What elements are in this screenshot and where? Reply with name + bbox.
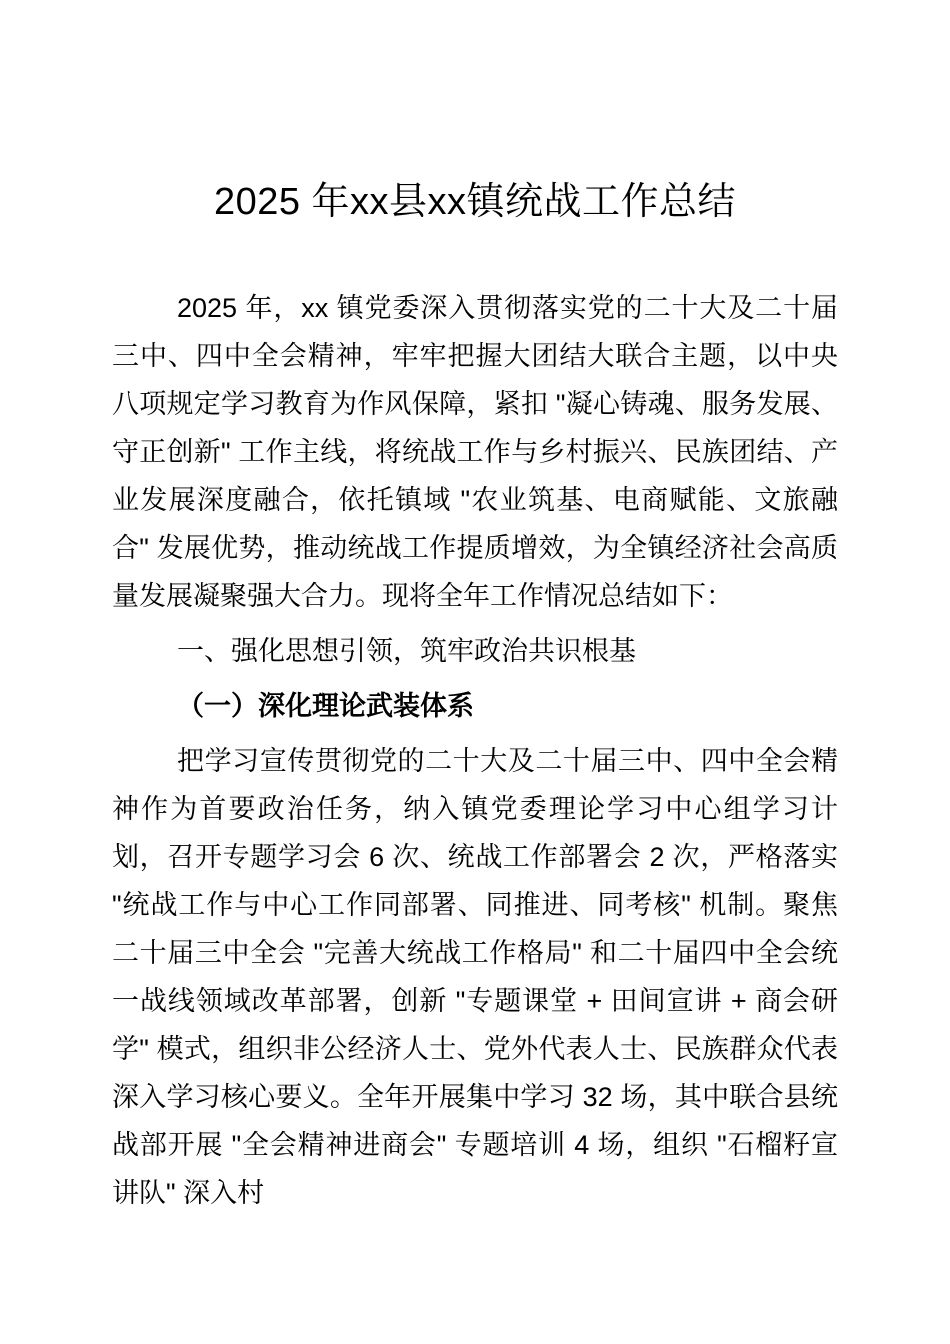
subsection-1-1-heading: （一）深化理论武装体系 [177,691,474,721]
intro-paragraph: 2025 年，xx 镇党委深入贯彻落实党的二十大及二十届三中、四中全会精神，牢牢把握大团结大联合主题，以中央八项规定学习教育为作风保障，紧扣 "凝心铸魂、服务发展、守正创新" 工作主线，将统战工作与乡村振兴、民族团结、产业发展深度融合，依托镇域 "农业筑基、电商赋能、文旅融合" 发展优势，推动统战工作提质增效，为全镇经济社会高质量发展凝聚强大合力。现将全年工作情况总结如下： [112,293,838,611]
subsection-1-1-body: 把学习宣传贯彻党的二十大及二十届三中、四中全会精神作为首要政治任务，纳入镇党委理论学习中心组学习计划，召开专题学习会 6 次、统战工作部署会 2 次，严格落实 "统战工作与中心工作同部署、同推进、同考核" 机制。聚焦二十届三中全会 "完善大统战工作格局" 和二十届四中全会统一战线领域改革部署，创新 "专题课堂 + 田间宣讲 + 商会研学" 模式，组织非公经济人士、党外代表人士、民族群众代表深入学习核心要义。全年开展集中学习 32 场，其中联合县统战部开展 "全会精神进商会" 专题培训 4 场，组织 "石榴籽宣讲队" 深入村 [112,746,838,1208]
section-1-heading: 一、强化思想引领，筑牢政治共识根基 [177,636,636,666]
document-title: 2025 年xx县xx镇统战工作总结 [213,181,737,223]
